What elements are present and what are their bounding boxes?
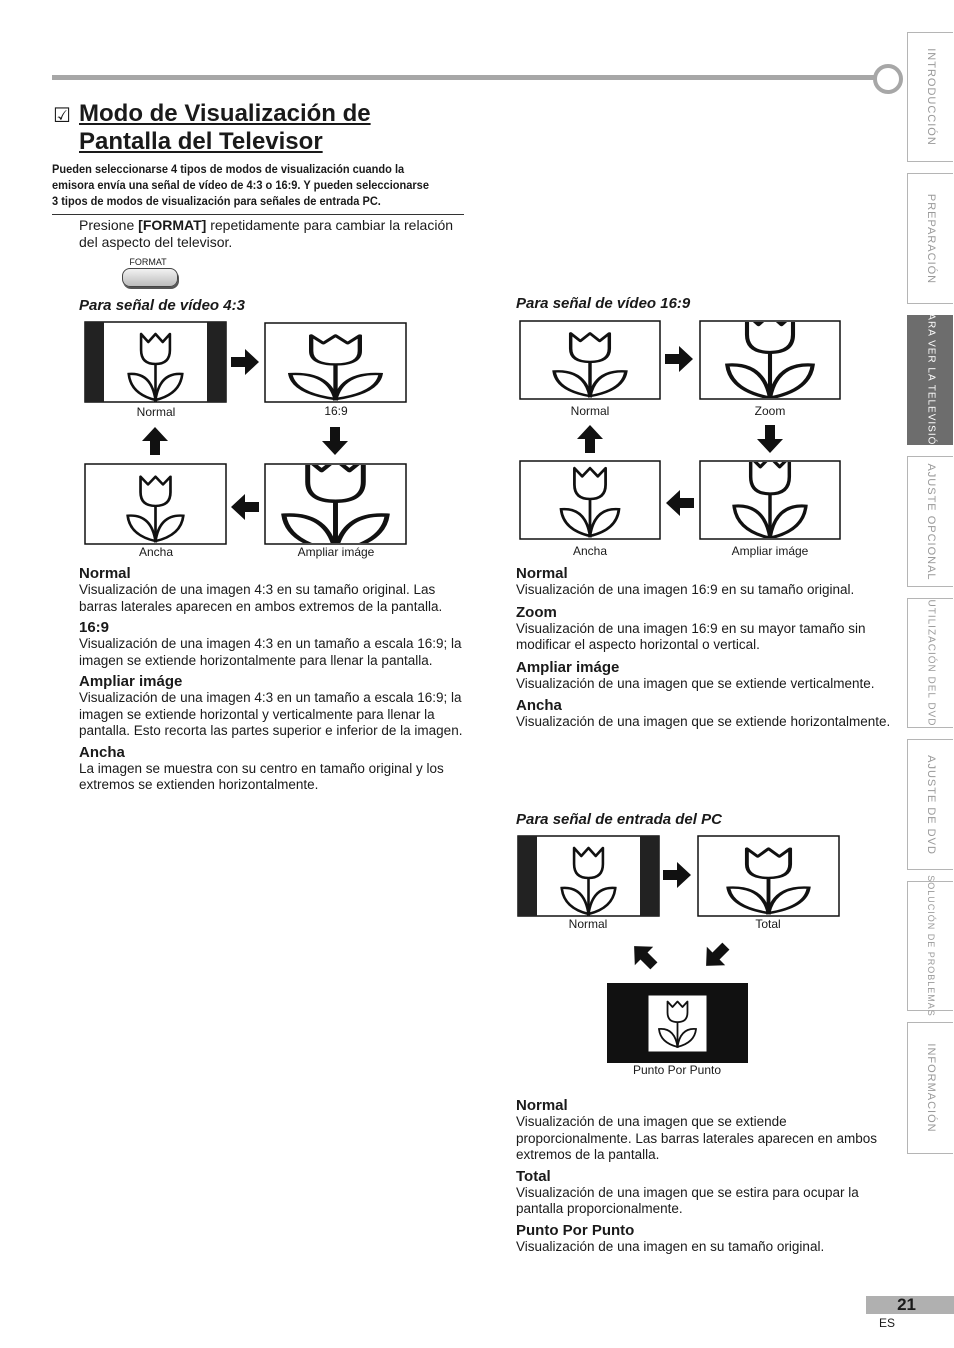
intro-divider <box>52 214 464 215</box>
page-number: 21 <box>897 1295 916 1314</box>
desc: Visualización de una imagen 4:3 en un tamaño a escala 16:9; la imagen se extiende horizontalmente para llenar la pantalla. <box>79 636 462 668</box>
screen-pc-punto <box>607 983 748 1063</box>
format-button[interactable] <box>120 257 176 287</box>
side-tab-label: UTILIZACIÓN DEL DVD <box>925 599 936 727</box>
section-43-title: Para señal de vídeo 4:3 <box>79 297 245 314</box>
page-title-line2: Pantalla del Televisor <box>79 128 323 155</box>
instruction-post: repetidamente para cambiar la relación del aspecto del televisor. <box>79 217 454 250</box>
label-43-169: 16:9 <box>324 404 348 418</box>
section-169-title: Para señal de vídeo 16:9 <box>516 295 691 312</box>
side-tab-label: AJUSTE OPCIONAL <box>924 462 937 581</box>
side-tab-label: INFORMACIÓN <box>924 1043 937 1133</box>
label-pc-punto: Punto Por Punto <box>632 1063 722 1077</box>
instruction-key: [FORMAT] <box>138 217 207 233</box>
term: Normal <box>79 565 131 582</box>
arrow-up-left-icon <box>625 937 663 975</box>
term: Ampliar imáge <box>79 673 183 690</box>
page-language: ES <box>879 1316 896 1330</box>
side-tab-introduccion[interactable] <box>907 32 953 162</box>
arrow-right-icon <box>665 346 693 372</box>
label-43-ancha: Ancha <box>138 545 174 559</box>
page-title <box>79 100 479 156</box>
top-rule-circle <box>873 64 903 94</box>
desc: Visualización de una imagen en su tamaño original. <box>516 1238 825 1254</box>
screen-43-ampliar <box>265 459 406 548</box>
desc: Visualización de una imagen que se extiende proporcionalmente. Las barras laterales aparecen en ambos extremos de la pantalla. <box>516 1114 877 1162</box>
side-tab-preparacion[interactable] <box>907 173 953 304</box>
desc: Visualización de una imagen que se estira para ocupar la pantalla proporcionalmente. <box>516 1184 859 1216</box>
diagram-pc <box>516 834 846 1066</box>
arrow-down-left-icon <box>697 937 735 975</box>
term: Zoom <box>516 603 557 621</box>
label-169-normal: Normal <box>570 404 610 418</box>
section-pc-title: Para señal de entrada del PC <box>516 811 722 828</box>
term: Total <box>516 1167 551 1185</box>
term: Punto Por Punto <box>516 1221 635 1239</box>
instruction-text <box>79 217 464 251</box>
screen-169-normal <box>520 321 660 399</box>
side-tab-ajuste-de-dvd[interactable] <box>907 739 953 870</box>
arrow-down-icon <box>757 425 783 453</box>
label-169-zoom: Zoom <box>754 404 786 418</box>
screen-169-zoom <box>700 318 840 399</box>
desc: Visualización de una imagen que se extiende verticalmente. <box>516 675 875 691</box>
side-tab-label: AJUSTE DE DVD <box>924 754 937 855</box>
page-title-line1: Modo de Visualización de <box>79 100 371 127</box>
diagram-169 <box>518 318 848 546</box>
term: Ancha <box>79 743 125 761</box>
diagram-43 <box>84 320 414 548</box>
arrow-left-icon <box>231 494 259 520</box>
side-tab-label: INTRODUCCIÓN <box>924 48 937 146</box>
term: Normal <box>516 1097 568 1114</box>
term: 16:9 <box>79 619 110 636</box>
term: Ampliar imáge <box>516 658 620 676</box>
desc: La imagen se muestra con su centro en tamaño original y los extremos se extienden horizontalmente. <box>79 760 444 792</box>
desc: Visualización de una imagen 16:9 en su mayor tamaño sin modificar el aspecto horizontal o vertical. <box>516 620 866 652</box>
arrow-left-icon <box>666 490 694 516</box>
screen-169-ampliar <box>700 457 840 539</box>
side-tabs <box>907 32 954 1154</box>
side-tab-label: SOLUCIÓN DE PROBLEMAS <box>925 875 936 1017</box>
side-tab-solucion-de-problemas[interactable] <box>907 875 953 1017</box>
label-169-ancha: Ancha <box>572 544 608 558</box>
section-pc-descriptions <box>516 1097 896 1255</box>
side-tab-label: PREPARACIÓN <box>924 193 937 284</box>
term: Normal <box>516 565 568 582</box>
label-pc-total: Total <box>755 917 781 931</box>
screen-169-ancha <box>520 461 660 539</box>
arrow-up-icon <box>142 427 168 455</box>
arrow-right-icon <box>231 349 259 375</box>
side-tab-label: PARA VER LA TELEVISIÓN <box>925 306 936 454</box>
label-pc-normal: Normal <box>568 917 608 931</box>
desc: Visualización de una imagen 4:3 en su tamaño original. Las barras laterales aparecen en ambos extremos de la pantalla. <box>79 582 443 614</box>
format-button-key <box>122 268 178 287</box>
label-43-normal: Normal <box>136 405 176 419</box>
label-43-ampliar: Ampliar imáge <box>297 545 375 559</box>
section-43-descriptions <box>79 565 469 794</box>
arrow-up-icon <box>577 425 603 453</box>
side-tab-informacion[interactable] <box>907 1022 953 1154</box>
arrow-down-icon <box>322 427 348 455</box>
label-169-ampliar: Ampliar imáge <box>731 544 809 558</box>
top-rule <box>52 75 878 80</box>
instruction-pre: Presione <box>79 217 139 233</box>
desc: Visualización de una imagen que se extiende horizontalmente. <box>516 714 891 729</box>
term: Ancha <box>516 697 562 714</box>
side-tab-para-ver-la-television[interactable] <box>907 306 953 454</box>
screen-43-169 <box>265 323 406 402</box>
page-number-bar <box>866 1296 954 1314</box>
desc: Visualización de una imagen 16:9 en su tamaño original. <box>516 582 855 597</box>
side-tab-utilizacion-del-dvd[interactable] <box>907 598 953 728</box>
checkbox-icon: ☑ <box>53 105 71 127</box>
format-button-label: FORMAT <box>129 257 167 267</box>
side-tab-ajuste-opcional[interactable] <box>907 456 953 587</box>
arrow-right-icon <box>663 862 691 888</box>
screen-43-normal <box>85 322 226 402</box>
section-169-descriptions <box>516 565 896 731</box>
desc: Visualización de una imagen 4:3 en un tamaño a escala 16:9; la imagen se extiende horizontal y verticalmente para llenar la pantalla. Esto recorta las partes superior e inferior de la imagen. <box>79 690 463 738</box>
screen-43-ancha <box>85 464 226 544</box>
intro-text: Pueden seleccionarse 4 tipos de modos de visualización cuando la emisora envía una señal de vídeo de 4:3 o 16:9. Y pueden seleccionarse 3 tipos de modos de visualización para señales de entrada PC. <box>52 162 429 208</box>
screen-pc-normal <box>518 836 659 916</box>
screen-pc-total <box>698 836 839 916</box>
